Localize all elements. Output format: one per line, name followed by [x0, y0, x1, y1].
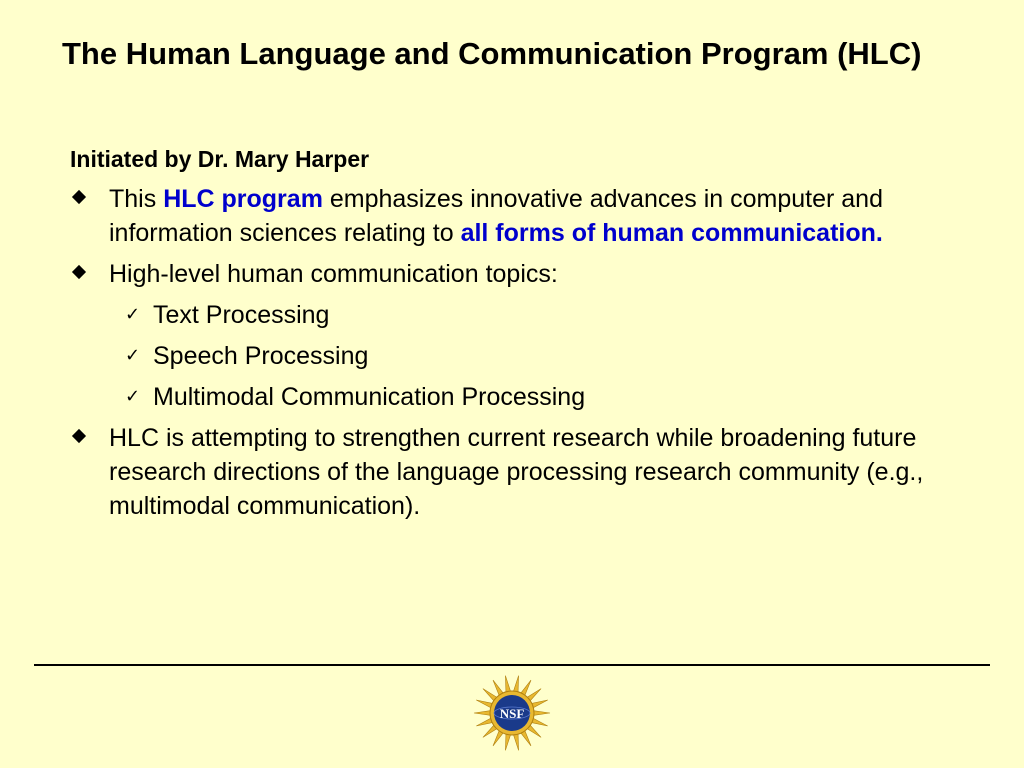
bullet3-text: HLC is attempting to strengthen current research while broadening future research directions of the language processing research community (e.g., multimodal communication).: [109, 424, 924, 520]
topic-item: [70, 380, 970, 414]
logo-ray: [532, 710, 550, 715]
checkmark-icon: ✓: [125, 304, 141, 325]
topic-label: Multimodal Communication Processing: [153, 383, 586, 411]
bullet-research: [70, 421, 970, 523]
diamond-bullet-icon: [72, 265, 86, 279]
bullet-topics: [70, 257, 970, 291]
topic-item: [70, 298, 970, 332]
footer-divider: [34, 664, 990, 666]
human-communication-highlight: all forms of human communication.: [460, 219, 883, 247]
intro-line: Initiated by Dr. Mary Harper: [70, 146, 370, 172]
topic-label: Speech Processing: [153, 342, 369, 370]
checkmark-icon: ✓: [125, 386, 141, 407]
logo-text: NSF: [499, 706, 525, 721]
slide-content: [70, 142, 970, 530]
hlc-program-highlight: HLC program: [163, 185, 323, 213]
slide-title: The Human Language and Communication Program (HLC): [62, 36, 922, 71]
topic-item: [70, 339, 970, 373]
diamond-bullet-icon: [72, 190, 86, 204]
nsf-logo-icon: [472, 673, 552, 753]
logo-ray: [474, 710, 492, 715]
bullet1-mid: emphasizes innovative advances in computer and information sciences relating to: [109, 185, 883, 247]
diamond-bullet-icon: [72, 429, 86, 443]
bullet-hlc-program: [70, 182, 970, 250]
bullet2-text: High-level human communication topics:: [109, 260, 558, 288]
checkmark-icon: ✓: [125, 345, 141, 366]
bullet1-pre: This: [109, 185, 164, 213]
topic-label: Text Processing: [153, 301, 330, 329]
